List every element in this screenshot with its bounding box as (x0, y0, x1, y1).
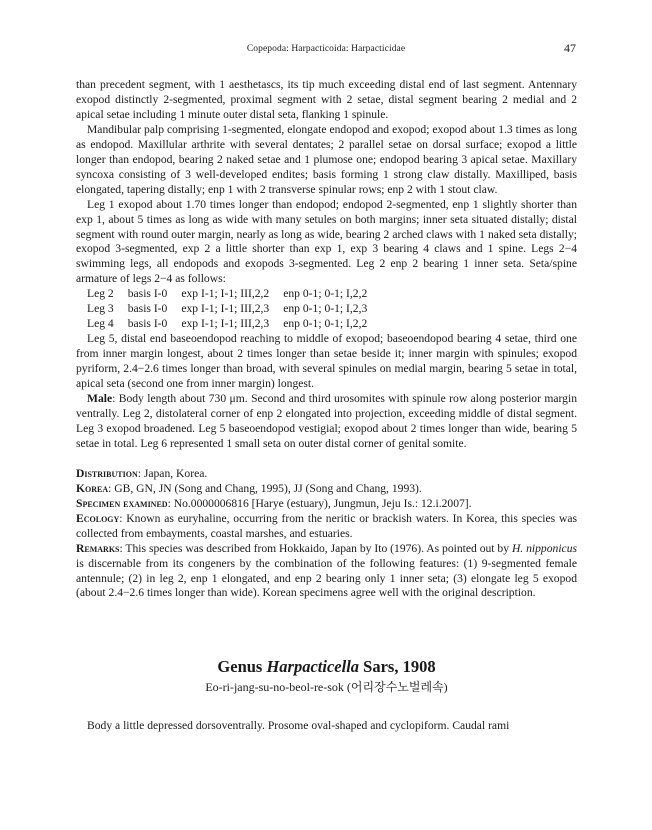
armature-leg: Leg 3 (87, 302, 114, 316)
remarks-species: H. nipponicus (511, 541, 577, 555)
running-head: Copepoda: Harpacticoida: Harpacticidae (246, 44, 406, 54)
remarks-text-b: is discernable from its congeners by the combination of the following features: (1) 9-segmented female antennule; (2) in leg 2, enp 1 elongated, and enp 2 bearing only 1 inner seta; (3) elongate leg 5 exopod (about 2.4−2.6 times longer than wide). Korean specimens agree well with the original description. (76, 556, 577, 600)
genus-romanized: Eo-ri-jang-su-no-beol-re-sok (어리장수노벌레속) (205, 680, 448, 695)
paragraph-leg5: Leg 5, distal end baseoendopod reaching to middle of exopod; baseoendopod bearing 4 setae, third one from inner margin longest, about 2 times longer than setae beside it; inner margin with spinules; exopod pyriform, 2.4−2.6 times longer than broad, with several spinules on medial margin, bearing 5 setae in total, apical seta (second one from inner margin) longest. (76, 332, 577, 391)
specimen-text: : No.0000006816 [Harye (estuary), Jungmun, Jeju Is.: 12.i.2007]. (167, 496, 472, 510)
armature-leg: Leg 2 (87, 287, 114, 301)
paragraph-leg1: Leg 1 exopod about 1.70 times longer than endopod; endopod 2-segmented, enp 1 slightly shorter than exp 1, about 5 times as long as wide with many setules on both margins; inner seta situated distally; distal segment with round outer margin, nearly as long as wide, bearing 2 arched claws with 1 naked seta distally; exopod 3-segmented, exp 2 a little shorter than exp 1, exp 3 bearing 4 claws and 1 spine. Legs 2−4 swimming legs, all endopods and exopods 3-segmented. Leg 2 enp 2 bearing 1 inner seta. Seta/spine armature of legs 2−4 as follows: (76, 197, 577, 286)
armature-leg: Leg 4 (87, 317, 114, 331)
page-number: 47 (564, 41, 576, 55)
genus-suffix: Sars, 1908 (359, 657, 436, 677)
distribution-label: Distribution (76, 466, 138, 480)
armature-row (87, 302, 381, 317)
armature-enp: enp 0-1; 0-1; I,2,2 (283, 317, 368, 331)
armature-basis: basis I-0 (127, 317, 168, 331)
korea-text: : GB, GN, JN (Song and Chang, 1995), JJ (Song and Chang, 1993). (108, 481, 422, 495)
korea-label: Korea (76, 481, 109, 495)
genus-heading (76, 657, 577, 677)
body-text (76, 78, 577, 734)
distribution-line (76, 467, 577, 482)
armature-table (87, 287, 381, 332)
genus-intro: Body a little depressed dorsoventrally. Prosome oval-shaped and cyclopiform. Caudal rami (87, 719, 510, 733)
armature-basis: basis I-0 (127, 287, 168, 301)
armature-exp: exp I-1; I-1; III,2,3 (181, 317, 270, 331)
paragraph-antennary: than precedent segment, with 1 aesthetascs, its tip much exceeding distal end of last segment. Antennary exopod distinctly 2-segmented, proximal segment with 2 setae, distal segment bearing 2 medial and 2 apical setae including 1 minute outer distal seta, flanking 1 spinule. (76, 78, 577, 121)
ecology-text: : Known as euryhaline, occurring from the neritic or brackish waters. In Korea, this species was collected from embayments, coastal marshes, and estuaries. (76, 511, 577, 540)
armature-exp: exp I-1; I-1; III,2,3 (181, 302, 270, 316)
armature-basis: basis I-0 (127, 302, 168, 316)
paragraph-mouthparts: Mandibular palp comprising 1-segmented, elongate endopod and exopod; exopod about 1.3 times as long as endopod. Maxillular arthrite with several dentates; 2 parallel setae on dorsal surface; exopod a little longer than endopod, bearing 2 naked setae and 1 plumose one; endopod bearing 3 apical setae. Maxillary syncoxa consisting of 3 well-developed endites; basis forming 1 strong claw distally. Maxilliped, basis elongated, tapering distally; enp 1 with 2 transverse spinular rows; enp 2 with 1 stout claw. (76, 122, 577, 196)
paragraph-male (76, 392, 577, 452)
korea-line (76, 482, 577, 497)
remarks-text-a: : This species was described from Hokkaido, Japan by Ito (1976). As pointed out by (119, 541, 512, 555)
ecology-line (76, 512, 577, 542)
genus-name: Harpacticella (266, 657, 360, 677)
armature-row (87, 317, 381, 332)
armature-enp: enp 0-1; 0-1; I,2,2 (283, 287, 368, 301)
armature-row (87, 287, 381, 302)
genus-prefix: Genus (217, 657, 267, 677)
specimen-label: Specimen examined (76, 496, 168, 510)
male-label: Male (87, 392, 113, 406)
armature-exp: exp I-1; I-1; III,2,2 (181, 287, 270, 301)
male-text: : Body length about 730 μm. Second and third urosomites with spinule row along posterior margin ventrally. Leg 2, distolateral corner of enp 2 elongated into projection, exceeding middle of distal segment. Leg 3 exopod broadened. Leg 5 baseoendopod vestigial; exopod about 2 times longer than wide, bearing 5 setae in total. Leg 6 represented 1 small seta on outer distal corner of genital somite. (76, 392, 577, 450)
distribution-text: : Japan, Korea. (137, 466, 208, 480)
ecology-label: Ecology (76, 511, 120, 525)
armature-enp: enp 0-1; 0-1; I,2,3 (283, 302, 368, 316)
remarks-label: Remarks (76, 541, 120, 555)
specimen-line (76, 497, 577, 512)
remarks-line (76, 542, 577, 602)
